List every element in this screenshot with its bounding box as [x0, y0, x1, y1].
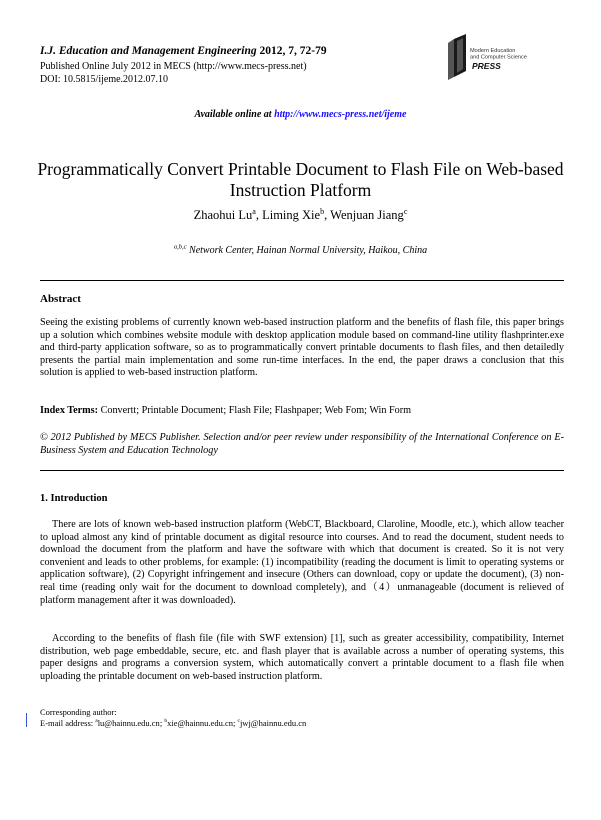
introduction-heading: 1. Introduction — [40, 493, 108, 504]
logo-line2: and Computer Science — [470, 54, 527, 61]
affiliation-sup: a,b,c — [173, 243, 187, 251]
author-affiliation-mark: a — [252, 206, 256, 216]
author-list: Zhaohui Lu$^a$, Liming Xie$^b$, Wenjuan Jiang$^c$ — [193, 206, 408, 222]
email-link[interactable]: lu@hainnu.edu.cn — [97, 718, 160, 728]
author-name: Zhaohui Lu — [193, 208, 253, 222]
author-name: Liming Xie — [262, 208, 321, 222]
email-label: E-mail address: — [40, 718, 96, 728]
introduction-paragraph-2: According to the benefits of flash file (file with SWF extension) [1], such as greater accessibility, compatibility, Internet distribution, web page embeddable, secure, etc. and flash player that is available across a number of operating systems, this paper designs and programs a conversion system, which automatically convert a printable document to a flash file when uploading the printable document on web-based instruction platform. — [40, 633, 564, 682]
abstract-text: Seeing the existing problems of currently known web-based instruction platform and the benefits of flash file, this paper brings up a solution which combines website module with desktop application module based on command-line utility flashprinter.exe and third-party application software, so as to programmatically convert printable documents to flash files, and then detailedly presents the partial main implementation and some run-time interfaces. In the end, the paper draws a conclusion that this solution is applied to web-based instruction platform. — [40, 317, 564, 379]
index-terms-text: Convertt; Printable Document; Flash File; Flashpaper; Web Fom; Win Form — [98, 405, 412, 416]
affiliation — [0, 245, 601, 256]
logo-wordmark: PRESS — [472, 61, 501, 71]
email-mark: c — [237, 718, 240, 725]
journal-header — [40, 45, 327, 57]
index-terms — [40, 405, 564, 418]
author-affiliation-mark: c — [403, 206, 408, 216]
index-terms-label: Index Terms: — [40, 405, 99, 416]
divider-bottom — [40, 470, 564, 471]
email-link[interactable]: jwj@hainnu.edu.cn — [239, 718, 307, 728]
author-name: Wenjuan Jiang — [330, 208, 404, 222]
available-online — [0, 109, 601, 120]
online-prefix: Available online at — [194, 109, 275, 120]
change-bar — [26, 713, 27, 727]
abstract-heading: Abstract — [40, 293, 81, 305]
email-mark: b — [164, 718, 168, 725]
journal-name: I.J. Education and Management Engineering — [40, 45, 257, 57]
doi-line: DOI: 10.5815/ijeme.2012.07.10 — [40, 74, 169, 85]
affiliation-text: Network Center, Hainan Normal University, Haikou, China — [186, 245, 428, 256]
email-addresses: E-mail address: $^a$lu@hainnu.edu.cn; $^b$xie@hainnu.edu.cn; $^c$jwj@hainnu.edu.cn — [40, 718, 307, 728]
volume-info: 2012, 7, 72-79 — [259, 45, 327, 57]
published-line: Published Online July 2012 in MECS (http://www.mecs-press.net) — [40, 61, 307, 72]
email-link[interactable]: xie@hainnu.edu.cn — [167, 718, 233, 728]
divider-top — [40, 280, 564, 281]
email-mark: a — [95, 718, 98, 725]
introduction-paragraph-1: There are lots of known web-based instruction platform (WebCT, Blackboard, Claroline, Moodle, etc.), which allow teacher to upload almost any kind of printable document as digital resource into courses. And to read the document, student needs to download the document from the platform and have the software with which that document is created. So it is not very convenient and leads to other problems, for example: (1) incompatibility (reading the document is limit to operating systems or application software), (2) Copyright infringement and insecure (Others can download, copy or update the document), (3) non-real time (reading only wait for the document to download completely), and（4）unmanageable (document is relieved of platform management after it was downloaded). — [40, 519, 564, 606]
book-stack-icon — [448, 34, 466, 80]
logo-line1: Modern Education — [470, 48, 516, 54]
corresponding-author: Corresponding author: — [40, 707, 117, 717]
paper-title: Programmatically Convert Printable Document to Flash File on Web-based Instruction Platform — [37, 159, 564, 200]
author-affiliation-mark: b — [320, 206, 325, 216]
mecs-press-logo — [444, 31, 554, 83]
journal-url-link[interactable]: http://www.mecs-press.net/ijeme — [274, 109, 407, 120]
copyright-notice: © 2012 Published by MECS Publisher. Selection and/or peer review under responsibility of the International Conference on E-Business System and Education Technology — [40, 432, 564, 456]
